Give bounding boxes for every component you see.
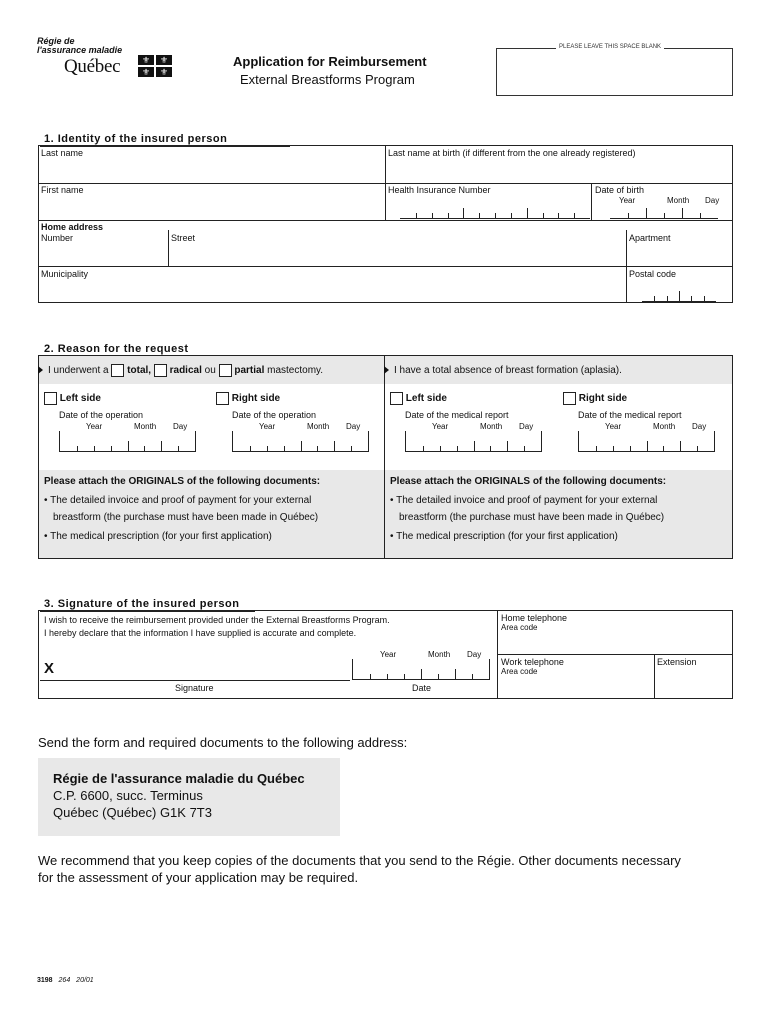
day-label: Day bbox=[692, 422, 707, 431]
digit-tick bbox=[178, 446, 179, 451]
digit-tick bbox=[301, 441, 302, 451]
year-label: Year bbox=[432, 422, 449, 431]
fleur-de-lis-icon: ⚜ bbox=[138, 55, 154, 65]
digit-tick bbox=[432, 213, 433, 218]
office-use-box bbox=[496, 48, 733, 96]
digit-tick bbox=[667, 296, 668, 301]
month-label: Month bbox=[653, 422, 676, 431]
digit-tick bbox=[267, 446, 268, 451]
digit-tick bbox=[474, 441, 475, 451]
digit-tick bbox=[161, 441, 162, 451]
signature-line[interactable] bbox=[40, 680, 350, 681]
dob-digit-ticks bbox=[610, 207, 718, 219]
digit-tick bbox=[524, 446, 525, 451]
digit-tick bbox=[387, 674, 388, 679]
section1-title: 1. Identity of the insured person bbox=[44, 133, 231, 145]
declare-text: I hereby declare that the information I have supplied is accurate and complete. bbox=[44, 628, 357, 638]
section2-title: 2. Reason for the request bbox=[44, 343, 193, 355]
signature-x-mark: X bbox=[44, 660, 55, 677]
form-code: 264 bbox=[58, 977, 71, 984]
partial-label: partial bbox=[234, 365, 265, 377]
home-address-label: Home address bbox=[41, 222, 104, 232]
digit-tick bbox=[463, 208, 464, 218]
digit-tick bbox=[691, 296, 692, 301]
digit-tick bbox=[558, 213, 559, 218]
day-label: Day bbox=[705, 196, 720, 205]
hin-digit-ticks bbox=[400, 207, 590, 219]
digit-tick bbox=[630, 446, 631, 451]
fleur-de-lis-icon: ⚜ bbox=[156, 67, 172, 77]
signature-label: Signature bbox=[175, 683, 214, 693]
month-label: Month bbox=[307, 422, 330, 431]
left-side-label: Left side bbox=[405, 393, 447, 405]
digit-tick bbox=[679, 291, 680, 301]
work-telephone-field[interactable]: Work telephone bbox=[501, 657, 564, 667]
date-of-birth-field[interactable]: Date of birth bbox=[595, 185, 645, 195]
digit-tick bbox=[680, 441, 681, 451]
report-date-input[interactable] bbox=[578, 431, 715, 452]
recommendation-line2: for the assessment of your application may be required. bbox=[38, 870, 359, 885]
signature-date-input[interactable] bbox=[352, 659, 490, 680]
digit-tick bbox=[646, 208, 647, 218]
logo-line2: l'assurance maladie bbox=[37, 45, 123, 55]
digit-tick bbox=[455, 669, 456, 679]
health-insurance-number-field[interactable]: Health Insurance Number bbox=[388, 185, 491, 195]
mastectomy-statement bbox=[48, 364, 323, 377]
digit-tick bbox=[704, 296, 705, 301]
day-label: Day bbox=[173, 422, 188, 431]
aplasia-right-side[interactable] bbox=[563, 392, 627, 405]
or-label: ou bbox=[204, 365, 216, 377]
date-label: Date bbox=[412, 683, 432, 693]
attach-list bbox=[44, 492, 318, 545]
mastectomy-left-side[interactable] bbox=[44, 392, 101, 405]
day-label: Day bbox=[467, 650, 482, 659]
aplasia-left-side[interactable] bbox=[390, 392, 447, 405]
digit-tick bbox=[334, 441, 335, 451]
digit-tick bbox=[647, 441, 648, 451]
year-label: Year bbox=[380, 650, 397, 659]
left-side-label: Left side bbox=[59, 393, 101, 405]
radical-label: radical bbox=[169, 365, 202, 377]
left-side-checkbox[interactable] bbox=[44, 392, 57, 405]
day-label: Day bbox=[519, 422, 534, 431]
logo-text bbox=[37, 37, 122, 55]
digit-tick bbox=[250, 446, 251, 451]
address-line2: C.P. 6600, succ. Terminus bbox=[53, 788, 203, 803]
section3-title: 3. Signature of the insured person bbox=[44, 598, 243, 610]
digit-tick bbox=[682, 208, 683, 218]
attach-list bbox=[390, 492, 664, 545]
digit-tick bbox=[284, 446, 285, 451]
year-label: Year bbox=[259, 422, 276, 431]
right-side-checkbox[interactable] bbox=[216, 392, 229, 405]
digit-tick bbox=[94, 446, 95, 451]
month-label: Month bbox=[134, 422, 157, 431]
home-telephone-field[interactable]: Home telephone bbox=[501, 613, 568, 623]
arrow-icon bbox=[38, 366, 43, 374]
fleur-de-lis-icon: ⚜ bbox=[138, 67, 154, 77]
digit-tick bbox=[654, 296, 655, 301]
day-label: Day bbox=[346, 422, 361, 431]
year-label: Year bbox=[619, 196, 636, 205]
fleur-de-lis-icon bbox=[138, 55, 172, 77]
fleur-de-lis-icon: ⚜ bbox=[156, 55, 172, 65]
digit-tick bbox=[448, 213, 449, 218]
statement-text: I underwent a bbox=[48, 365, 109, 377]
digit-tick bbox=[511, 213, 512, 218]
attach-item: • The medical prescription (for your first application) bbox=[390, 531, 618, 542]
digit-tick bbox=[613, 446, 614, 451]
left-side-checkbox[interactable] bbox=[390, 392, 403, 405]
send-instructions: Send the form and required documents to the following address: bbox=[38, 735, 408, 750]
operation-date-input[interactable] bbox=[59, 431, 196, 452]
digit-tick bbox=[404, 674, 405, 679]
divider bbox=[168, 230, 169, 266]
digit-tick bbox=[472, 674, 473, 679]
digit-tick bbox=[421, 669, 422, 679]
office-use-label: PLEASE LEAVE THIS SPACE BLANK bbox=[556, 44, 664, 50]
digit-tick bbox=[543, 213, 544, 218]
attach-item-cont: breastform (the purchase must have been made in Québec) bbox=[53, 512, 319, 523]
digit-tick bbox=[438, 674, 439, 679]
digit-tick bbox=[479, 213, 480, 218]
divider bbox=[654, 654, 655, 698]
year-label: Year bbox=[605, 422, 622, 431]
date-operation-label: Date of the operation bbox=[59, 410, 144, 420]
total-label: total, bbox=[127, 365, 152, 377]
digit-tick bbox=[317, 446, 318, 451]
digit-tick bbox=[423, 446, 424, 451]
divider bbox=[498, 654, 732, 655]
divider bbox=[39, 220, 732, 221]
date-operation-label: Date of the operation bbox=[232, 410, 317, 420]
form-title: Application for Reimbursement bbox=[233, 54, 427, 69]
year-label: Year bbox=[86, 422, 103, 431]
digit-tick bbox=[628, 213, 629, 218]
mastectomy-label: mastectomy. bbox=[267, 365, 324, 377]
digit-tick bbox=[457, 446, 458, 451]
address-line1: Régie de l'assurance maladie du Québec bbox=[53, 771, 305, 786]
extension-field[interactable]: Extension bbox=[657, 657, 697, 667]
digit-tick bbox=[370, 674, 371, 679]
divider bbox=[591, 183, 592, 220]
digit-tick bbox=[77, 446, 78, 451]
right-side-label: Right side bbox=[231, 393, 281, 405]
month-label: Month bbox=[480, 422, 503, 431]
digit-tick bbox=[664, 213, 665, 218]
divider bbox=[39, 183, 732, 184]
date-report-label: Date of the medical report bbox=[578, 410, 682, 420]
digit-tick bbox=[144, 446, 145, 451]
mastectomy-right-side[interactable] bbox=[216, 392, 280, 405]
form-number-value: 3198 bbox=[37, 977, 53, 984]
digit-tick bbox=[416, 213, 417, 218]
form-version: 20/01 bbox=[76, 977, 94, 984]
digit-tick bbox=[490, 446, 491, 451]
partial-checkbox[interactable] bbox=[219, 364, 232, 377]
report-date-input[interactable] bbox=[405, 431, 542, 452]
form-subtitle: External Breastforms Program bbox=[240, 72, 415, 87]
month-label: Month bbox=[428, 650, 451, 659]
postal-code-field[interactable]: Postal code bbox=[629, 269, 677, 279]
date-report-label: Date of the medical report bbox=[405, 410, 509, 420]
digit-tick bbox=[128, 441, 129, 451]
attach-title: Please attach the ORIGINALS of the following documents: bbox=[390, 476, 667, 487]
logo-wordmark: Québec bbox=[64, 56, 121, 77]
attach-title: Please attach the ORIGINALS of the following documents: bbox=[44, 476, 321, 487]
total-checkbox[interactable] bbox=[111, 364, 124, 377]
apartment-field[interactable]: Apartment bbox=[629, 233, 671, 243]
postal-code-ticks bbox=[642, 290, 716, 302]
radical-checkbox[interactable] bbox=[154, 364, 167, 377]
digit-tick bbox=[574, 213, 575, 218]
area-code-label: Area code bbox=[501, 623, 538, 632]
digit-tick bbox=[440, 446, 441, 451]
last-name-field[interactable]: Last name bbox=[41, 148, 84, 158]
address-line3: Québec (Québec) G1K 7T3 bbox=[53, 805, 212, 820]
recommendation-line1: We recommend that you keep copies of the documents that you send to the Régie. Other documents necessary bbox=[38, 853, 681, 868]
attach-item-cont: breastform (the purchase must have been made in Québec) bbox=[399, 512, 665, 523]
wish-text: I wish to receive the reimbursement provided under the External Breastforms Program. bbox=[44, 615, 390, 625]
digit-tick bbox=[697, 446, 698, 451]
attach-item: • The medical prescription (for your first application) bbox=[44, 531, 272, 542]
digit-tick bbox=[351, 446, 352, 451]
digit-tick bbox=[495, 213, 496, 218]
street-field[interactable]: Street bbox=[171, 233, 196, 243]
right-side-checkbox[interactable] bbox=[563, 392, 576, 405]
address-number-field[interactable]: Number bbox=[41, 233, 74, 243]
divider bbox=[384, 356, 385, 558]
last-name-birth-field[interactable]: Last name at birth (if different from the one already registered) bbox=[388, 148, 636, 158]
digit-tick bbox=[700, 213, 701, 218]
attach-item: • The detailed invoice and proof of payment for your external bbox=[390, 495, 658, 506]
attach-item: • The detailed invoice and proof of payment for your external bbox=[44, 495, 312, 506]
first-name-field[interactable]: First name bbox=[41, 185, 84, 195]
digit-tick bbox=[596, 446, 597, 451]
logo-line1: Régie de bbox=[37, 36, 75, 46]
divider bbox=[39, 266, 732, 267]
operation-date-input[interactable] bbox=[232, 431, 369, 452]
month-label: Month bbox=[667, 196, 690, 205]
form-number bbox=[37, 977, 94, 984]
digit-tick bbox=[527, 208, 528, 218]
arrow-icon bbox=[384, 366, 389, 374]
digit-tick bbox=[507, 441, 508, 451]
right-side-label: Right side bbox=[578, 393, 628, 405]
digit-tick bbox=[111, 446, 112, 451]
aplasia-statement: I have a total absence of breast formation (aplasia). bbox=[394, 365, 622, 376]
area-code-label: Area code bbox=[501, 667, 538, 676]
municipality-field[interactable]: Municipality bbox=[41, 269, 89, 279]
digit-tick bbox=[663, 446, 664, 451]
